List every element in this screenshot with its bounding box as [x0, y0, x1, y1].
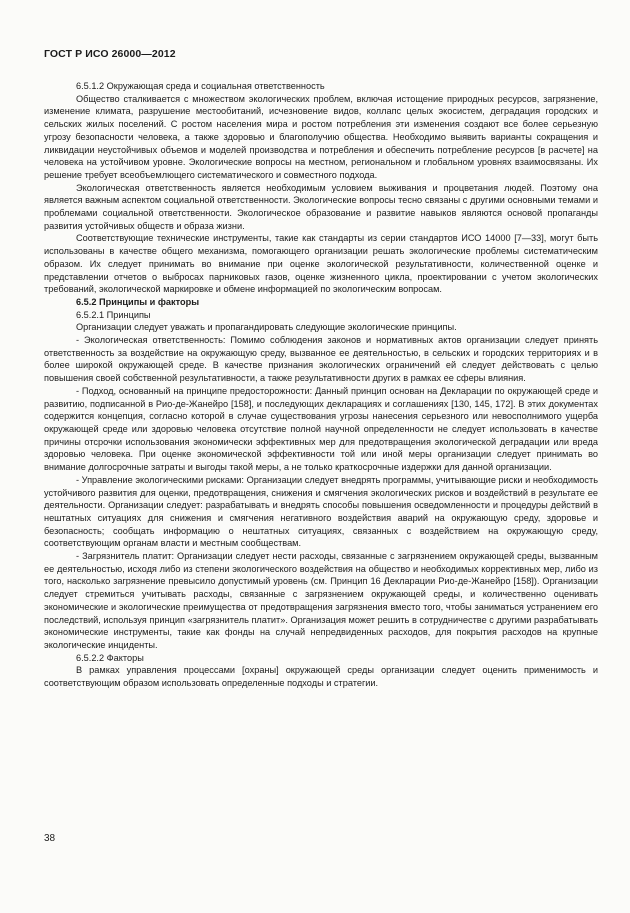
page-number: 38 [44, 833, 56, 844]
paragraph: Экологическая ответственность является необходимым условием выживания и процветания людей. Поэтому она является важным аспектом социальной ответственности. Экологические вопросы тесно связаны с другими основными темами и проблемами социальной ответственности. Экологическое образование и развитие навыков являются основой пропаганды развития устойчивых обществ и образа жизни. [44, 182, 598, 231]
document-body [44, 80, 598, 690]
section-heading-6-5-1-2: 6.5.1.2 Окружающая среда и социальная ответственность [76, 81, 325, 91]
principle-paragraph: - Управление экологическими рисками: Организации следует внедрять программы, учитывающие риски и необходимость устойчивого развития для оценки, предотвращения, снижения и смягчения экологических рисков и воздействий в результате ее деятельности. Организации следует: разрабатывать и внедрять способы повышения осведомленности и процедуры действий в нештатных ситуациях для снижения и смягчения негативного воздействия аварий на окружающую среду, здоровье и безопасность; сообщать информацию о нештатных ситуациях, связанных с воздействием на окружающую среду, соответствующим органам власти и местным сообществам. [44, 474, 598, 549]
section-heading-6-5-2-2: 6.5.2.2 Факторы [76, 652, 144, 663]
principle-paragraph: - Подход, основанный на принципе предосторожности: Данный принцип основан на Декларации по окружающей среде и развитию, подписанной в Рио-де-Жанейро [158], и последующих декларациях и соглашениях [130, 145, 172]. В этих документах содержится концепция, согласно которой в случае существования угрозы нанесения серьезного или невосполнимого ущерба окружающей среде или здоровью человека отсутствие полной научной определенности не следует использовать в качестве причины отсрочки использования экономически эффективных мер для предотвращения экологической деградации или вреда здоровью человека. При оценке экономической эффективности той или иной меры организации следует принимать во внимание долгосрочные затраты и выгоды такой меры, а не только краткосрочные издержки для данной организации. [44, 385, 598, 473]
section-heading-6-5-2: 6.5.2 Принципы и факторы [76, 296, 200, 307]
section-heading-6-5-2-1: 6.5.2.1 Принципы [76, 309, 151, 320]
principle-paragraph: - Экологическая ответственность: Помимо соблюдения законов и нормативных актов организации следует принять ответственность за воздействие на окружающую среду, вызванное ее деятельностью, в сельских и городских территориях и в более широкой окружающей среде. В качестве признания экологических ограничений ей следует действовать с целью повышения своей собственной результативности, а также результативности других в рамках ее сферы влияния. [44, 335, 598, 384]
standard-header: ГОСТ Р ИСО 26000—2012 [44, 48, 176, 60]
paragraph: Общество сталкивается с множеством экологических проблем, включая истощение природных ресурсов, загрязнение, изменение климата, разрушение местообитаний, исчезновение видов, коллапс целых экосистем, деградация городских и сельских жилых поселений. С ростом населения мира и ростом потребления эти изменения создают все более серьезную угрозу безопасности человека, а также здоровью и благополучию общества. Необходимо выявить варианты сокращения и ликвидации неустойчивых объемов и моделей производства и потребления и обеспечить потребление ресурсов [в расчете] на человека на устойчивом уровне. Экологические вопросы на местном, региональном и глобальном уровнях взаимосвязаны. Их решение требует всеобъемлющего систематического и совместного подхода. [44, 93, 598, 180]
paragraph: Организации следует уважать и пропагандировать следующие экологические принципы. [76, 322, 457, 333]
paragraph: В рамках управления процессами [охраны] окружающей среды организации следует оценить применимость и соответствующим образом использовать определенные подходы и стратегии. [44, 665, 598, 689]
paragraph: Соответствующие технические инструменты, такие как стандарты из серии стандартов ИСО 14000 [7—33], могут быть использованы в качестве общего механизма, помогающего организации решать экологические проблемы систематическим образом. Их следует принимать во внимание при оценке экологической результативности, количественной оценке и представлении отчетов о выбросах парниковых газов, оценке жизненного цикла, проектировании с учетом экологических требований, экологической маркировке и обмене информацией по экологическим вопросам. [44, 233, 598, 295]
principle-paragraph: - Загрязнитель платит: Организации следует нести расходы, связанные с загрязнением окружающей среды, вызванным ее деятельностью, исходя либо из степени экологического воздействия на общество и необходимых коррективных мер, либо из того, насколько загрязнение превысило допустимый уровень (см. Принцип 16 Декларации Рио-де-Жанейро [158]). Организации следует стремиться учитывать расходы, связанные с загрязнением окружающей среды, и количественно оценивать экономические и экологические преимущества от предотвращения загрязнения вместо того, чтобы заниматься устранением его последствий, используя принцип «загрязнитель платит». Организация может решить в сотрудничестве с другими разрабатывать экономические инструменты, такие как фонды на случай непредвиденных расходов, для покрытия расходов на крупные экологические инциденты. [44, 551, 598, 650]
